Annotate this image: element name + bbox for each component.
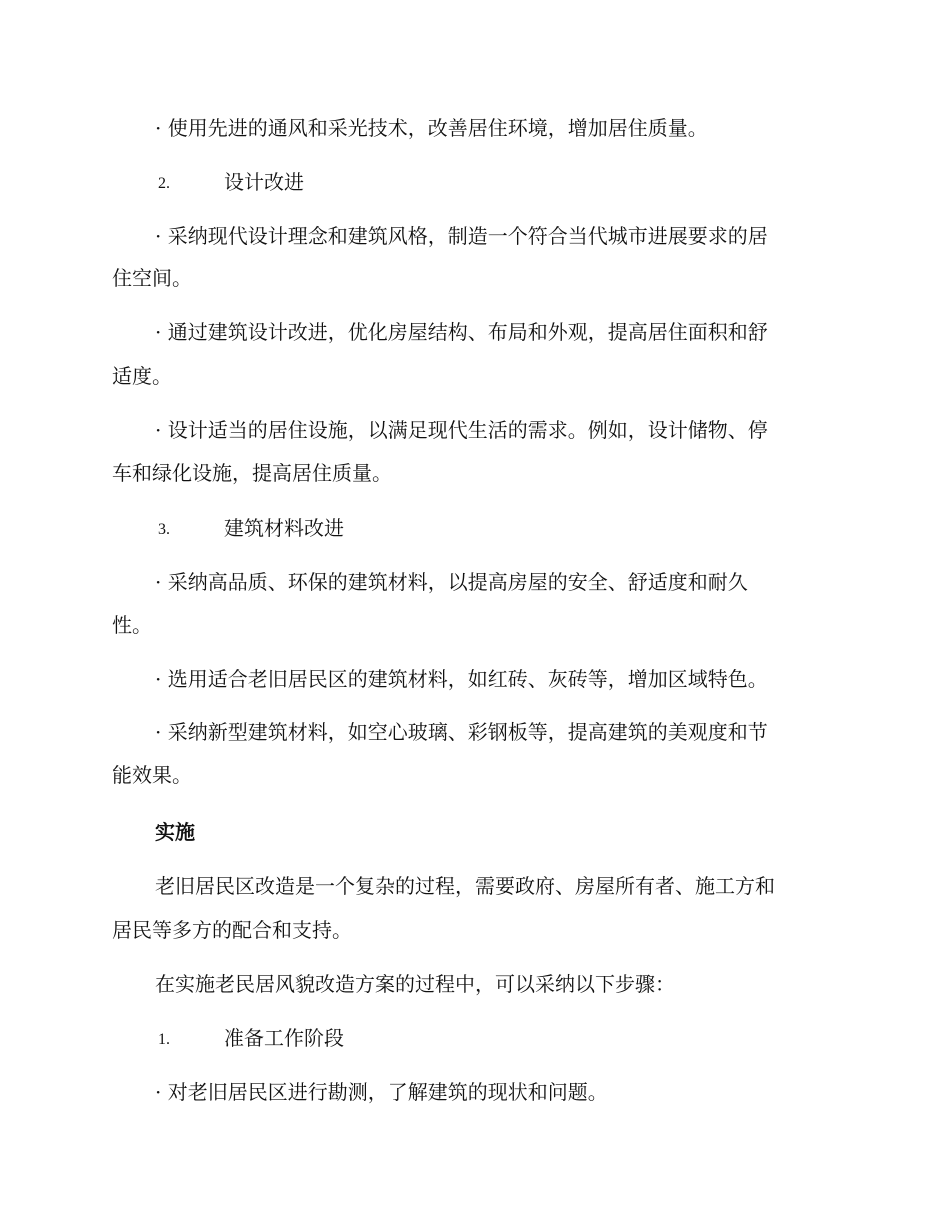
bullet-line-continuation: 性。 xyxy=(112,613,152,637)
bullet-line: · 设计适当的居住设施，以满足现代生活的需求。例如，设计储物、停 xyxy=(155,418,768,442)
bullet-line-continuation: 适度。 xyxy=(112,364,172,388)
bullet-line: · 使用先进的通风和采光技术，改善居住环境，增加居住质量。 xyxy=(155,116,708,140)
bullet-line: · 采纳高品质、环保的建筑材料，以提高房屋的安全、舒适度和耐久 xyxy=(155,570,748,594)
list-item-title: 建筑材料改进 xyxy=(224,516,344,540)
list-number: 1. xyxy=(158,1031,170,1048)
bullet-line: · 对老旧居民区进行勘测，了解建筑的现状和问题。 xyxy=(155,1080,608,1104)
bullet-line: · 通过建筑设计改进，优化房屋结构、布局和外观，提高居住面积和舒 xyxy=(155,320,768,344)
bullet-line: · 采纳现代设计理念和建筑风格，制造一个符合当代城市进展要求的居 xyxy=(155,224,768,248)
list-number: 2. xyxy=(158,175,170,192)
list-item-title: 设计改进 xyxy=(224,170,304,194)
section-heading: 实施 xyxy=(155,820,195,844)
list-number: 3. xyxy=(158,521,170,538)
paragraph-line: 老旧居民区改造是一个复杂的过程，需要政府、房屋所有者、施工方和 xyxy=(155,874,775,898)
bullet-line-continuation: 住空间。 xyxy=(112,266,192,290)
paragraph-line: 在实施老民居风貌改造方案的过程中，可以采纳以下步骤： xyxy=(155,972,675,996)
bullet-line-continuation: 能效果。 xyxy=(112,763,192,787)
bullet-line-continuation: 车和绿化设施，提高居住质量。 xyxy=(112,461,392,485)
paragraph-line-continuation: 居民等多方的配合和支持。 xyxy=(112,918,352,942)
bullet-line: · 采纳新型建筑材料，如空心玻璃、彩钢板等，提高建筑的美观度和节 xyxy=(155,720,768,744)
bullet-line: · 选用适合老旧居民区的建筑材料，如红砖、灰砖等，增加区域特色。 xyxy=(155,667,768,691)
list-item-title: 准备工作阶段 xyxy=(224,1026,344,1050)
